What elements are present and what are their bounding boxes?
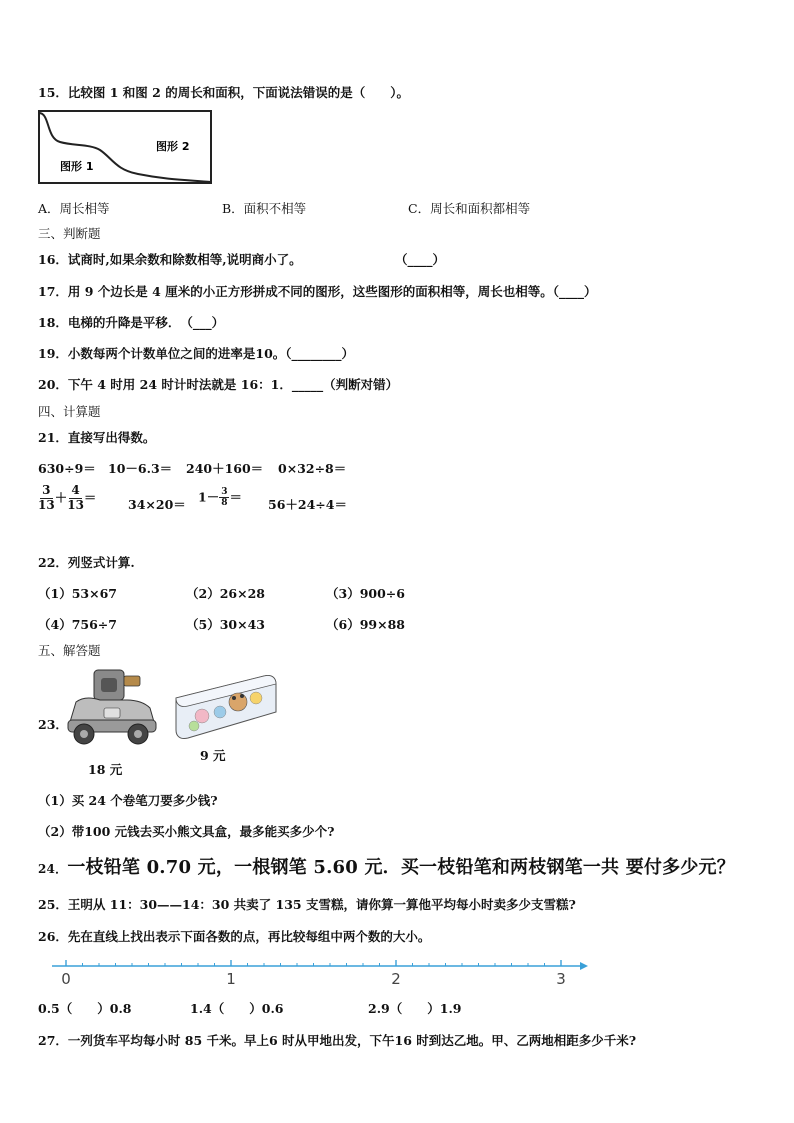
q18-text: 18．电梯的升降是平移． （___） (38, 315, 225, 330)
section-3-title: 三、判断题 (38, 226, 101, 241)
q26-compare-3: 2.9（ ）1.9 (368, 1001, 462, 1016)
section-4-title: 四、计算题 (38, 404, 101, 419)
q26-compare-1: 0.5（ ）0.8 (38, 1001, 132, 1016)
q22-text: 22．列竖式计算. (38, 555, 135, 570)
q22-item-3: （3）900÷6 (326, 586, 405, 601)
q22-item-2: （2）26×28 (186, 586, 265, 601)
q26-compare-2: 1.4（ ）0.6 (190, 1001, 284, 1016)
q22-item-4: （4）756÷7 (38, 617, 117, 632)
q15-option-a: A．周长相等 (38, 201, 110, 216)
number-line (48, 958, 592, 990)
q22-item-6: （6）99×88 (326, 617, 405, 632)
pencil-sharpener-car-image (64, 662, 160, 752)
q21-item-7: 1－ $\frac{3}{8}$ ＝ (198, 487, 242, 509)
q21-fraction-sum: $\frac{3}{13}$ ＋ $\frac{4}{13}$ ＝ (38, 483, 97, 512)
q23-number: 23． (38, 717, 68, 732)
q21-item-2: 10－6.3＝ (108, 461, 173, 476)
q21-item-4: 0×32÷8＝ (278, 461, 347, 476)
q25-text: 25．王明从 11：30——14：30 共卖了 135 支雪糕，请你算一算他平均每小时卖多少支雪糕? (38, 897, 576, 912)
q21-text: 21．直接写出得数。 (38, 430, 156, 445)
q19-text: 19．小数每两个计数单位之间的进率是10。（________） (38, 346, 355, 361)
tick-label: 1 (226, 970, 236, 988)
fraction-3-8: $\frac{3}{8}$ (221, 487, 228, 509)
q22-item-1: （1）53×67 (38, 586, 117, 601)
q24-text: 一枝铅笔 0.70 元，一根钢笔 5.60 元．买一枝铅笔和两枝钢笔一共 要付多少元？ (67, 857, 735, 878)
fig1-label: 图形 1 (60, 160, 94, 173)
axis-arrow (580, 962, 588, 970)
q16-blank: （____） (395, 252, 446, 267)
tick-label: 3 (556, 970, 566, 988)
q15-text: 15．比较图 1 和图 2 的周长和面积，下面说法错误的是（ ）。 (38, 85, 409, 100)
price-pencil-box: 9 元 (200, 748, 226, 763)
q17-text: 17．用 9 个边长是 4 厘米的小正方形拼成不同的图形，这些图形的面积相等，周长也相等。（____） (38, 284, 597, 299)
q22-item-5: （5）30×43 (186, 617, 265, 632)
section-5-title: 五、解答题 (38, 643, 101, 658)
q21-item-6: 34×20＝ (128, 497, 186, 512)
bear-pencil-box-image (172, 672, 280, 742)
fig2-label: 图形 2 (156, 140, 190, 153)
fraction-4-13: $\frac{4}{13}$ (67, 483, 84, 512)
tick-label: 0 (61, 970, 71, 988)
q24-number: 24． (38, 862, 68, 876)
fraction-3-13: $\frac{3}{13}$ (38, 483, 55, 512)
q21-item-1: 630÷9＝ (38, 461, 96, 476)
q23-sub1: （1）买 24 个卷笔刀要多少钱? (38, 793, 218, 808)
price-sharpener: 18 元 (88, 762, 123, 777)
q27-text: 27．一列货车平均每小时 85 千米。早上6 时从甲地出发，下午16 时到达乙地。甲、乙两地相距多少千米? (38, 1033, 637, 1048)
q15-figure (38, 110, 214, 186)
q24 (38, 853, 735, 879)
q23-sub2: （2）带100 元钱去买小熊文具盒，最多能买多少个? (38, 824, 335, 839)
q21-item-8: 56＋24÷4＝ (268, 497, 347, 512)
q15-option-c: C．周长和面积都相等 (408, 201, 531, 216)
q21-item-3: 240＋160＝ (186, 461, 264, 476)
q20-text: 20．下午 4 时用 24 时计时法就是 16：1．_____（判断对错） (38, 377, 399, 392)
q26-text: 26．先在直线上找出表示下面各数的点，再比较每组中两个数的大小。 (38, 929, 431, 944)
tick-label: 2 (391, 970, 401, 988)
q16-text: 16．试商时,如果余数和除数相等,说明商小了。 (38, 252, 302, 267)
q15-option-b: B．面积不相等 (222, 201, 307, 216)
